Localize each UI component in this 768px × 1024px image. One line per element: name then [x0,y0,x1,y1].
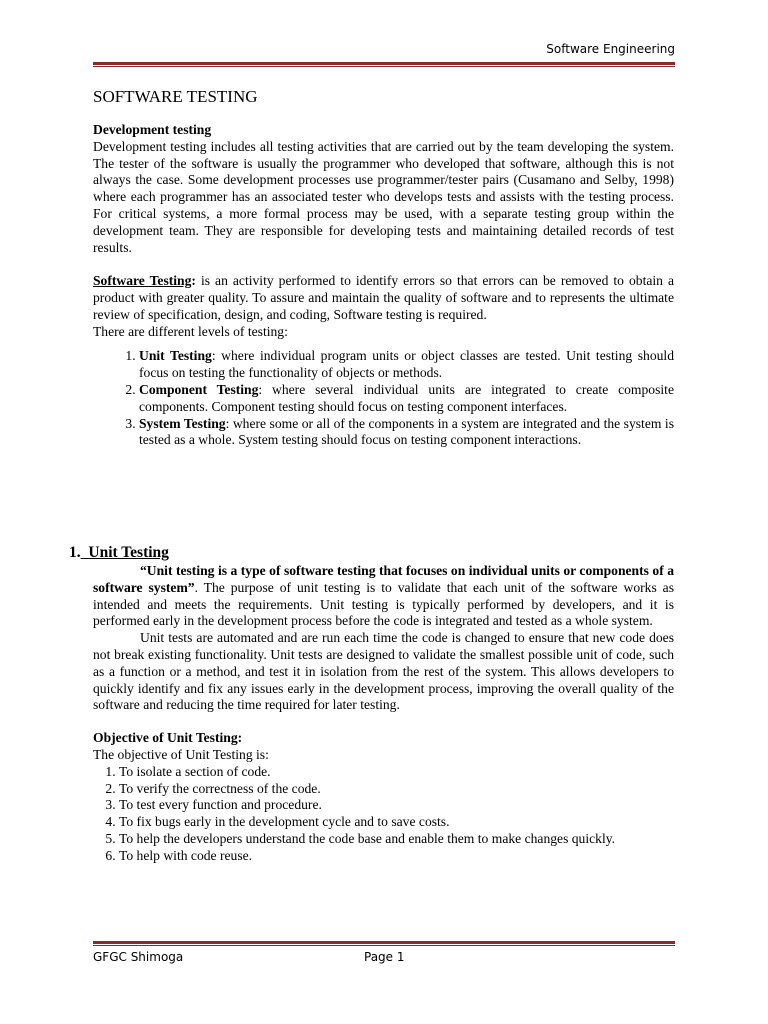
dev-paragraph: Development testing includes all testing activities that are carried out by the team developing the system. The tester of the software is usually the programmer who developed that software, although this is not always the case. Some development processes use programmer/tester pairs (Cusamano and Selby, 1998) where each programmer has an associated tester who develops tests and assists with the testing process. For critical systems, a more formal process may be used, with a separate testing group within the development team. They are responsible for developing tests and maintaining detailed records of test results. [93,138,674,255]
testing-levels-list [93,348,674,449]
unit-testing-heading: 1. Unit Testing [69,544,169,561]
levels-intro: There are different levels of testing: [93,323,288,339]
list-item: 1. To isolate a section of code. [119,764,674,781]
footer-institution: GFGC Shimoga [93,950,184,964]
list-item: 6. To help with code reuse. [119,848,674,865]
list-item: 3. System Testing: where some or all of the components in a system are integrated and the system is tested as a whole. System testing should focus on testing component interactions. [139,416,674,450]
list-item: 1. Unit Testing: where individual program units or object classes are tested. Unit testing should focus on testing the functionality of objects or methods. [139,348,674,382]
running-header: Software Engineering [546,42,675,56]
unit-paragraph-2: Unit tests are automated and are run each time the code is changed to ensure that new code does not break existing functionality. Unit tests are designed to validate the smallest possible unit of code, such as a function or a method, and test it in isolation from the rest of the system. This allows developers to quickly identify and fix any issues early in the development process, improving the overall quality of the software and reducing the time required for later testing. [93,630,674,713]
footer-rule [93,941,675,946]
list-item: 2. Component Testing: where several individual units are integrated to create composite components. Component testing should focus on testing component interfaces. [139,382,674,416]
objective-intro: The objective of Unit Testing is: [93,746,269,762]
software-testing-term: Software Testing [93,273,192,289]
list-item: 5. To help the developers understand the code base and enable them to make changes quickly. [119,831,674,848]
objective-list [93,764,674,865]
dev-heading: Development testing [93,122,212,137]
list-item: 4. To fix bugs early in the development cycle and to save costs. [119,814,674,831]
header-rule [93,62,675,67]
objective-heading: Objective of Unit Testing: [93,730,243,746]
page-number: Page 1 [364,950,405,964]
list-item: 3. To test every function and procedure. [119,797,674,814]
development-section [93,122,674,449]
unit-testing-section [93,563,674,865]
unit-paragraph-1: “Unit testing is a type of software testing that focuses on individual units or components of a software system”. The purpose of unit testing is to validate that each unit of the software works as intended and meets the requirements. Unit testing is typically performed by developers, and it is performed early in the development process before the code is integrated and tested as a whole system. [93,563,674,629]
page-title: SOFTWARE TESTING [93,87,258,106]
software-testing-paragraph: Software Testing: is an activity performed to identify errors so that errors can be removed to obtain a product with greater quality. To assure and maintain the quality of software and to represents the ultimate review of specification, design, and coding, Software testing is required. [93,273,674,322]
list-item: 2. To verify the correctness of the code. [119,781,674,798]
